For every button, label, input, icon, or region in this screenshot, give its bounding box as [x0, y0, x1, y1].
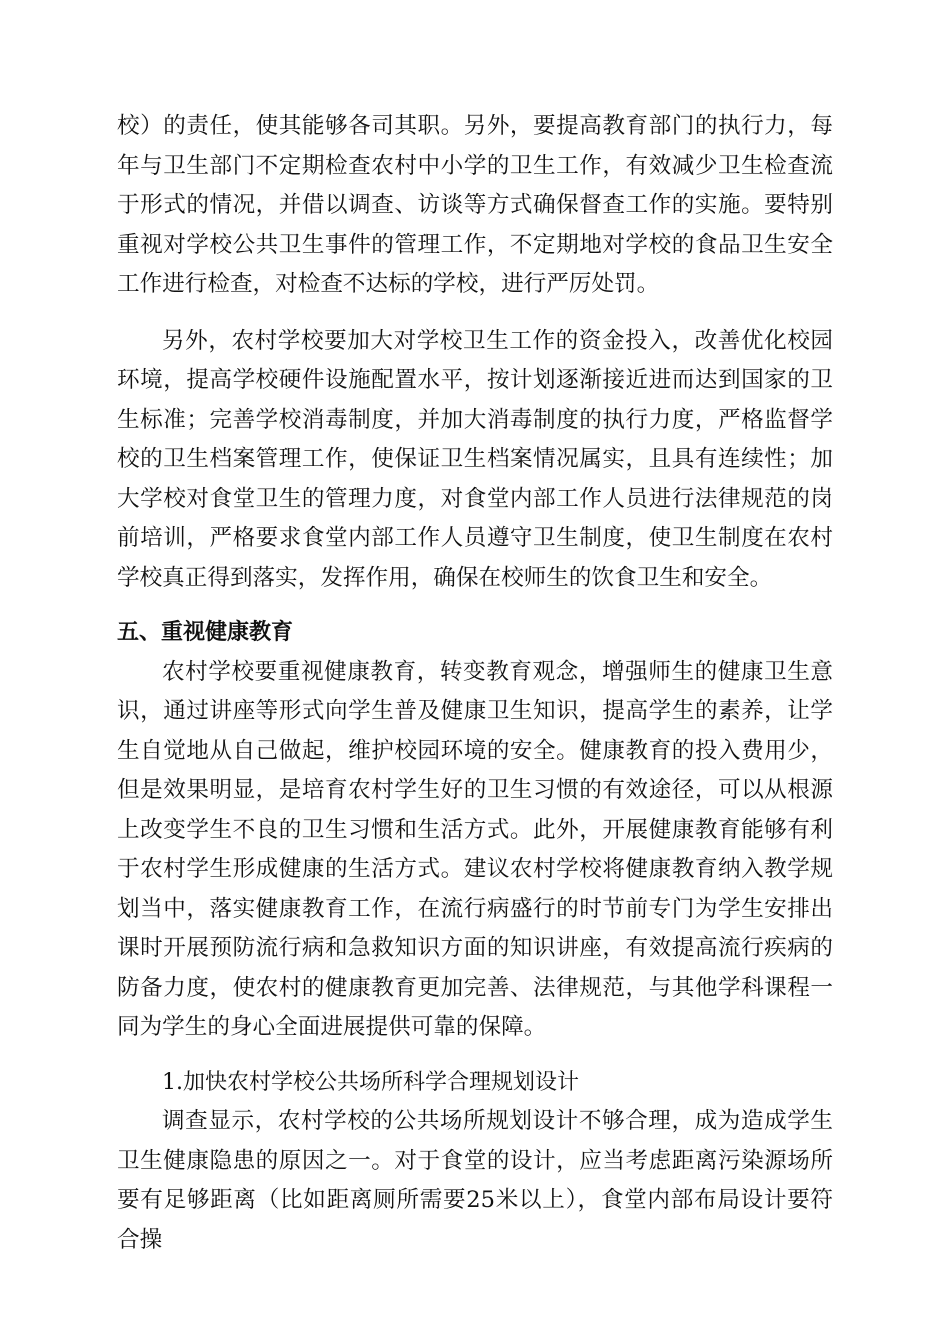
document-page	[117, 107, 833, 1260]
paragraph-funding: 另外，农村学校要加大对学校卫生工作的资金投入，改善优化校园环境，提高学校硬件设施配置水平，按计划逐渐接近进而达到国家的卫生标准；完善学校消毒制度，并加大消毒制度的执行力度，严格监督学校的卫生档案管理工作，使保证卫生档案情况属实，且具有连续性；加大学校对食堂卫生的管理力度，对食堂内部工作人员进行法律规范的岗前培训，严格要求食堂内部工作人员遵守卫生制度，使卫生制度在农村学校真正得到落实，发挥作用，确保在校师生的饮食卫生和安全。	[117, 327, 833, 591]
paragraph-supervision: 校）的责任，使其能够各司其职。另外，要提高教育部门的执行力，每年与卫生部门不定期检查农村中小学的卫生工作，有效减少卫生检查流于形式的情况，并借以调查、访谈等方式确保督查工作的实施。要特别重视对学校公共卫生事件的管理工作，不定期地对学校的食品卫生安全工作进行检查，对检查不达标的学校，进行严厉处罚。	[117, 113, 833, 297]
subheading-public-places: 1.加快农村学校公共场所科学合理规划设计	[162, 1069, 579, 1095]
section-heading-health-education: 五、重视健康教育	[117, 620, 294, 645]
paragraph-survey: 调查显示，农村学校的公共场所规划设计不够合理，成为造成学生卫生健康隐患的原因之一。对于食堂的设计，应当考虑距离污染源场所要有足够距离（比如距离厕所需要25米以上），食堂内部布局设计要符合操	[117, 1108, 833, 1253]
paragraph-health-education: 农村学校要重视健康教育，转变教育观念，增强师生的健康卫生意识，通过讲座等形式向学生普及健康卫生知识，提高学生的素养，让学生自觉地从自己做起，维护校园环境的安全。健康教育的投入费用少，但是效果明显，是培育农村学生好的卫生习惯的有效途径，可以从根源上改变学生不良的卫生习惯和生活方式。此外，开展健康教育能够有利于农村学生形成健康的生活方式。建议农村学校将健康教育纳入教学规划当中，落实健康教育工作，在流行病盛行的时节前专门为学生安排出课时开展预防流行病和急救知识方面的知识讲座，有效提高流行疾病的防备力度，使农村的健康教育更加完善、法律规范，与其他学科课程一同为学生的身心全面进展提供可靠的保障。	[117, 658, 833, 1040]
